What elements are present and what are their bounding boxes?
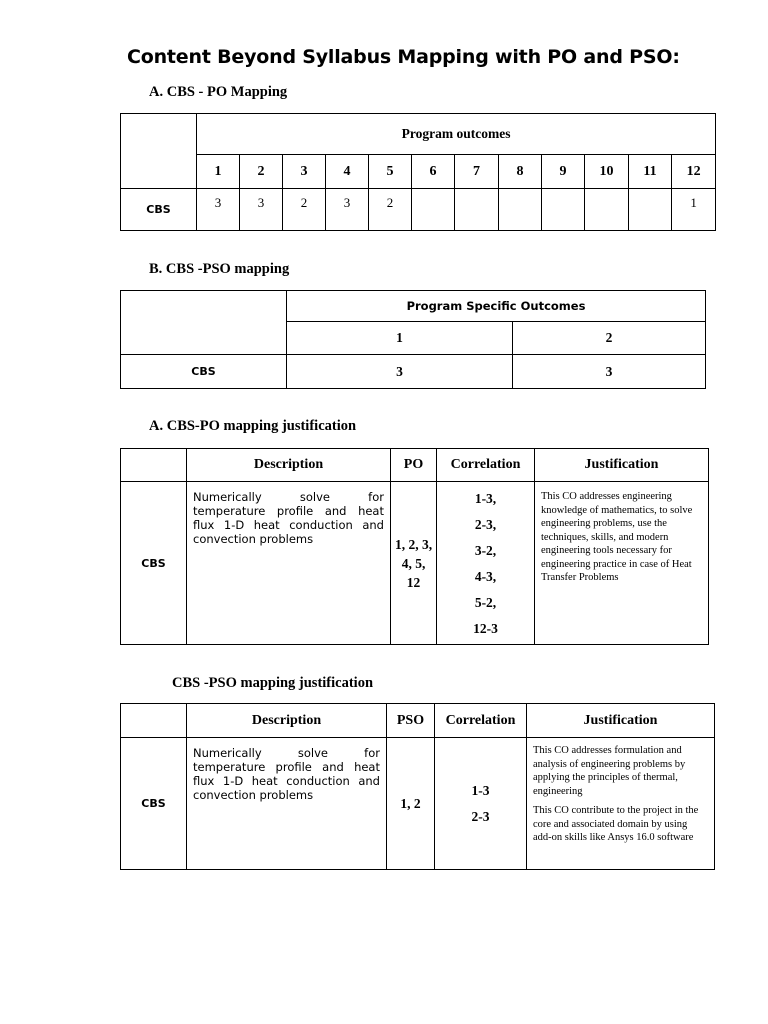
correlation-header: Correlation: [435, 704, 527, 738]
po-col-header: 4: [326, 155, 369, 189]
po-justification-table: [120, 448, 709, 645]
correlation-value: 3-2,: [474, 543, 497, 558]
po-value: [412, 189, 455, 231]
po-col-header: 7: [455, 155, 499, 189]
description-cell: Numerically solve for temperature profile and heat flux 1-D heat conduction and convection problems: [187, 738, 387, 870]
pso-value: 3: [513, 355, 706, 389]
po-justification-heading: A. CBS-PO mapping justification: [149, 418, 357, 434]
po-group-header: Program outcomes: [197, 114, 716, 155]
empty-header-cell: [121, 291, 287, 355]
justification-header: Justification: [527, 704, 715, 738]
correlation-value: 2-3,: [474, 517, 497, 532]
po-value: [629, 189, 672, 231]
row-label: CBS: [121, 189, 197, 231]
pso-col-header: 1: [287, 322, 513, 355]
po-value: [585, 189, 629, 231]
po-col-header: 11: [629, 155, 672, 189]
po-value: 1: [672, 189, 716, 231]
empty-header-cell: [121, 704, 187, 738]
po-header: PO: [391, 449, 437, 482]
row-label: CBS: [121, 738, 187, 870]
description-header: Description: [187, 449, 391, 482]
pso-justification-table: [120, 703, 715, 870]
po-value: 2: [369, 189, 412, 231]
pso-justification-heading: CBS -PSO mapping justification: [172, 675, 374, 691]
empty-header-cell: [121, 449, 187, 482]
po-col-header: 8: [499, 155, 542, 189]
pso-value: 3: [287, 355, 513, 389]
row-label: CBS: [121, 355, 287, 389]
po-col-header: 5: [369, 155, 412, 189]
description-cell: Numerically solve for temperature profile and heat flux 1-D heat conduction and convection problems: [187, 482, 391, 645]
po-value: 2: [283, 189, 326, 231]
pso-group-header: Program Specific Outcomes: [287, 291, 706, 322]
correlation-cell: [437, 482, 535, 645]
pso-mapping-table: [120, 290, 706, 389]
correlation-value: 12-3: [473, 621, 498, 636]
po-col-header: 3: [283, 155, 326, 189]
po-value: [455, 189, 499, 231]
correlation-value: 1-3: [471, 782, 490, 798]
empty-header-cell: [121, 114, 197, 189]
correlation-value: 2-3: [471, 808, 490, 824]
correlation-value: 5-2,: [474, 595, 497, 610]
correlation-value: 1-3,: [474, 491, 497, 506]
po-col-header: 1: [197, 155, 240, 189]
correlation-cell: [435, 738, 527, 870]
pso-col-header: 2: [513, 322, 706, 355]
po-values-cell: 1, 2, 3, 4, 5, 12: [391, 482, 437, 645]
justification-header: Justification: [535, 449, 709, 482]
pso-values-cell: 1, 2: [387, 738, 435, 870]
po-value: [499, 189, 542, 231]
po-col-header: 2: [240, 155, 283, 189]
po-col-header: 12: [672, 155, 716, 189]
correlation-value: 4-3,: [474, 569, 497, 584]
po-col-header: 6: [412, 155, 455, 189]
po-mapping-heading: A. CBS - PO Mapping: [149, 84, 288, 100]
po-col-header: 10: [585, 155, 629, 189]
page-title: Content Beyond Syllabus Mapping with PO and PSO:: [127, 46, 680, 68]
justification-cell: This CO addresses engineering knowledge of mathematics, to solve engineering problems, use the techniques, skills, and modern engineering tools necessary for engineering practice in case of Heat Transfer Problems: [535, 482, 709, 645]
justification-cell: [527, 738, 715, 870]
correlation-header: Correlation: [437, 449, 535, 482]
justification-paragraph: This CO contribute to the project in the core and associated domain by using add-on skills like Ansys 16.0 software: [533, 805, 699, 843]
justification-paragraph: This CO addresses formulation and analysis of engineering problems by applying the principles of thermal, engineering: [533, 745, 686, 797]
description-header: Description: [187, 704, 387, 738]
po-value: 3: [326, 189, 369, 231]
po-mapping-table: [120, 113, 716, 231]
pso-header: PSO: [387, 704, 435, 738]
pso-mapping-heading: B. CBS -PSO mapping: [149, 261, 290, 277]
po-col-header: 9: [542, 155, 585, 189]
row-label: CBS: [121, 482, 187, 645]
po-value: 3: [240, 189, 283, 231]
po-value: 3: [197, 189, 240, 231]
po-value: [542, 189, 585, 231]
